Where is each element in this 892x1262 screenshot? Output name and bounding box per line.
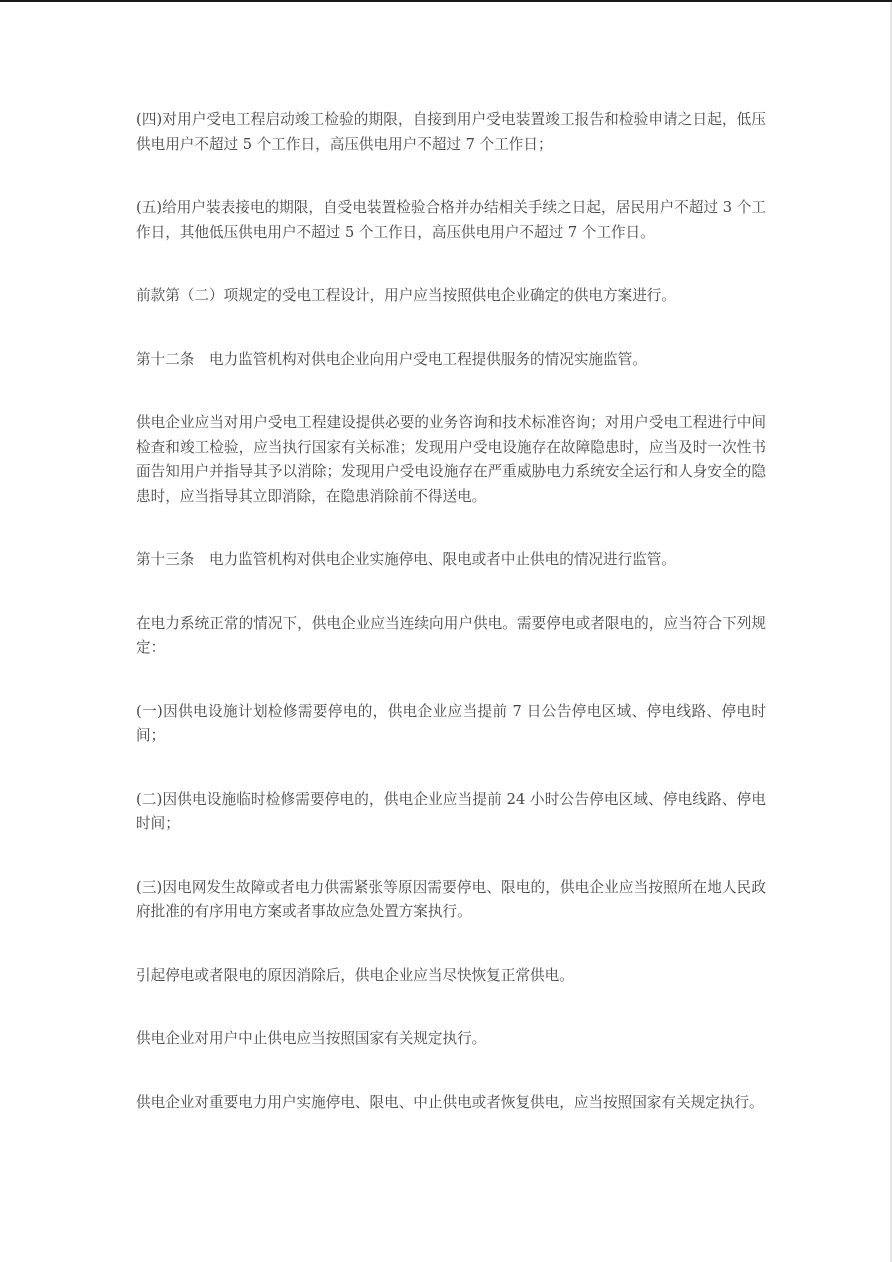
page-top-border [0,0,892,2]
paragraph-article-12: 第十二条 电力监管机构对供电企业向用户受电工程提供服务的情况实施监管。 [136,350,647,368]
paragraph-item-1-planned-maintenance: (一)因供电设施计划检修需要停电的，供电企业应当提前 7 日公告停电区域、停电线路、停电时间； [136,702,766,744]
paragraph-important-users: 供电企业对重要电力用户实施停电、限电、中止供电或者恢复供电，应当按照国家有关规定执行。 [136,1093,764,1111]
paragraph-continuous-supply: 在电力系统正常的情况下，供电企业应当连续向用户供电。需要停电或者限电的，应当符合下列规定： [136,614,766,656]
paragraph-item-3-grid-failure: (三)因电网发生故障或者电力供需紧张等原因需要停电、限电的，供电企业应当按照所在地人民政府批准的有序用电方案或者事故应急处置方案执行。 [136,878,766,920]
paragraph-design-note: 前款第（二）项规定的受电工程设计，用户应当按照供电企业确定的供电方案进行。 [136,287,676,304]
paragraph-item-5-meter-installation-deadline: (五)给用户装表接电的期限，自受电装置检验合格并办结相关手续之日起，居民用户不超过 3 个工作日，其他低压供电用户不超过 5 个工作日，高压供电用户不超过 7 个工作日。 [136,199,766,241]
paragraph-restore-supply: 引起停电或者限电的原因消除后，供电企业应当尽快恢复正常供电。 [136,966,574,984]
paragraph-item-2-temporary-maintenance: (二)因供电设施临时检修需要停电的，供电企业应当提前 24 小时公告停电区域、停电线路、停电时间； [136,790,766,832]
document-body [136,108,766,1154]
paragraph-suspend-supply: 供电企业对用户中止供电应当按照国家有关规定执行。 [136,1030,487,1047]
paragraph-item-4-inspection-deadline: (四)对用户受电工程启动竣工检验的期限，自接到用户受电装置竣工报告和检验申请之日起，低压供电用户不超过 5 个工作日，高压供电用户不超过 7 个工作日； [136,111,766,153]
paragraph-article-12-details: 供电企业应当对用户受电工程建设提供必要的业务咨询和技术标准咨询；对用户受电工程进行中间检查和竣工检验，应当执行国家有关标准；发现用户受电设施存在故障隐患时，应当及时一次性书面告知用户并指导其予以消除；发现用户受电设施存在严重威胁电力系统安全运行和人身安全的隐患时，应当指导其立即消除，在隐患消除前不得送电。 [136,414,766,505]
paragraph-article-13: 第十三条 电力监管机构对供电企业实施停电、限电或者中止供电的情况进行监管。 [136,551,676,568]
